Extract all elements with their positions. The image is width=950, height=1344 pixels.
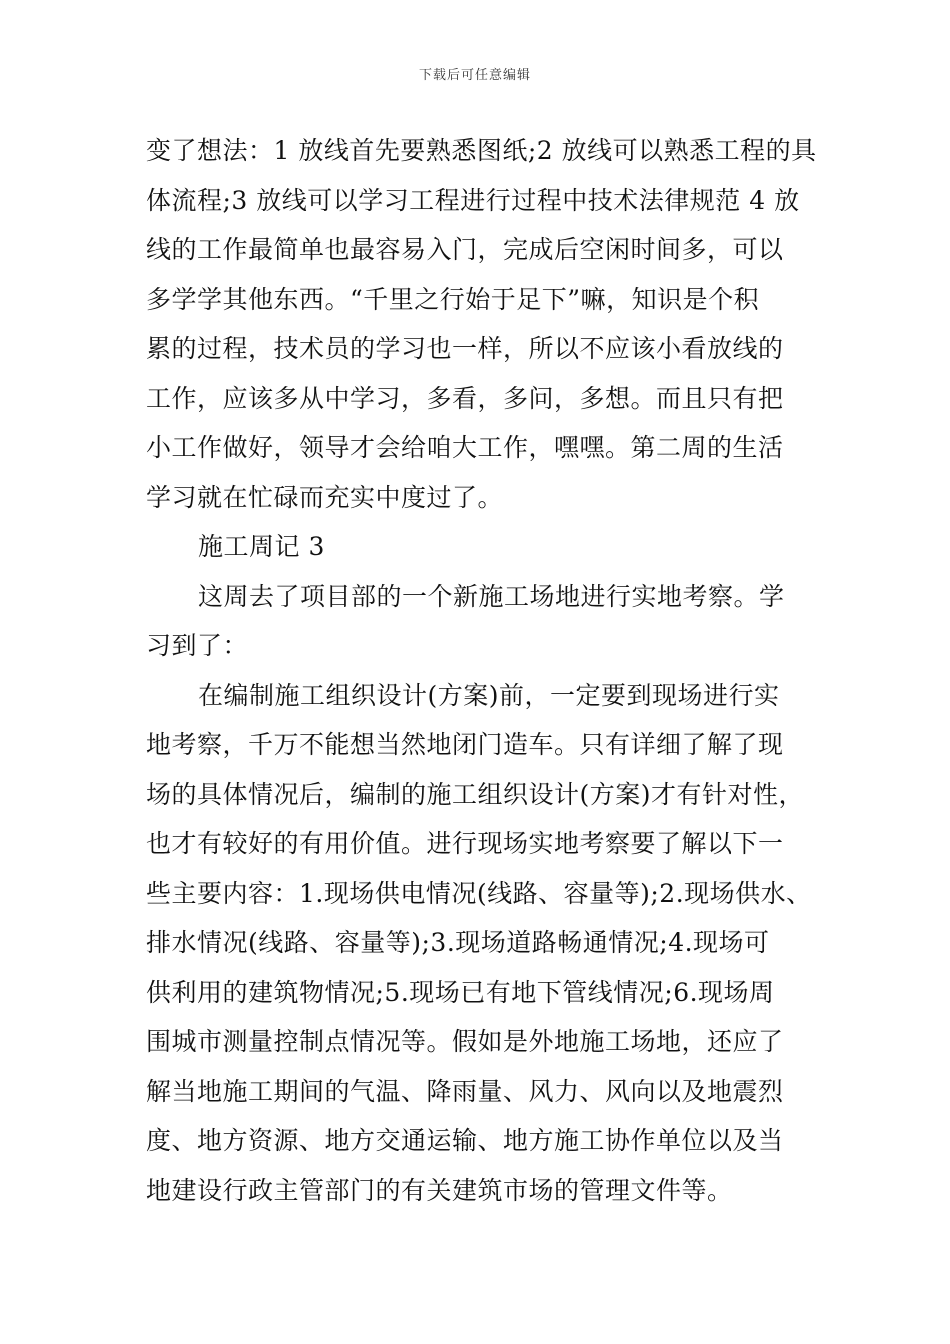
text-line: 工作，应该多从中学习，多看，多问，多想。而且只有把 — [146, 383, 784, 413]
text-line: 度、地方资源、地方交通运输、地方施工协作单位以及当 — [146, 1126, 784, 1155]
document-body — [146, 126, 817, 1215]
text-line: 地建设行政主管部门的有关建筑市场的管理文件等。 — [146, 1175, 733, 1205]
text-line: 累的过程，技术员的学习也一样，所以不应该小看放线的 — [146, 334, 784, 363]
text-line: 变了想法：1 放线首先要熟悉图纸;2 放线可以熟悉工程的具 — [146, 136, 817, 165]
text-line: 场的具体情况后，编制的施工组织设计(方案)才有针对性， — [146, 779, 805, 809]
text-line: 围城市测量控制点情况等。假如是外地施工场地，还应了 — [146, 1027, 784, 1056]
text-line: 供利用的建筑物情况;5.现场已有地下管线情况;6.现场周 — [146, 977, 775, 1007]
text-line: 体流程;3 放线可以学习工程进行过程中技术法律规范 4 放 — [146, 185, 800, 215]
text-line: 在编制施工组织设计(方案)前，一定要到现场进行实 — [198, 680, 780, 710]
text-line: 多学学其他东西。“千里之行始于足下”嘛，知识是个积 — [146, 284, 760, 314]
text-line: 解当地施工期间的气温、降雨量、风力、风向以及地震烈 — [146, 1076, 784, 1106]
text-line: 些主要内容：1.现场供电情况(线路、容量等);2.现场供水、 — [146, 878, 812, 908]
section-heading: 施工周记 3 — [198, 532, 325, 561]
text-line: 习到了： — [146, 631, 249, 660]
text-line: 排水情况(线路、容量等);3.现场道路畅通情况;4.现场可 — [146, 928, 770, 957]
text-line: 线的工作最简单也最容易入门，完成后空闲时间多，可以 — [146, 235, 784, 264]
text-line: 学习就在忙碌而充实中度过了。 — [146, 482, 504, 512]
text-line: 小工作做好，领导才会给咱大工作，嘿嘿。第二周的生活 — [146, 433, 784, 462]
text-line: 地考察，千万不能想当然地闭门造车。只有详细了解了现 — [146, 730, 784, 759]
page-header: 下载后可任意编辑 — [418, 68, 531, 83]
text-line: 也才有较好的有用价值。进行现场实地考察要了解以下一 — [146, 829, 784, 858]
text-line: 这周去了项目部的一个新施工场地进行实地考察。学 — [198, 581, 785, 611]
